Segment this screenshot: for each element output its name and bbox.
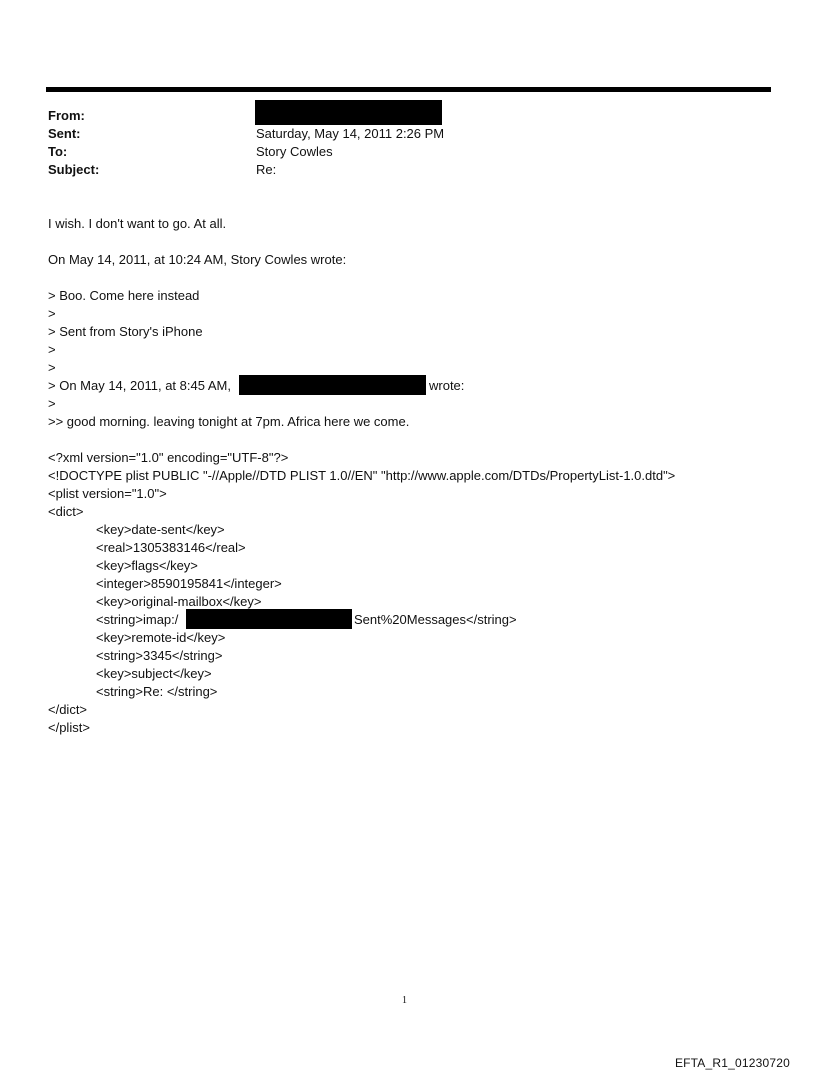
sent-label: Sent: bbox=[48, 126, 81, 141]
to-value: Story Cowles bbox=[256, 144, 333, 159]
plist-line: <dict> bbox=[48, 504, 84, 519]
quoted-line: >> good morning. leaving tonight at 7pm. Africa here we come. bbox=[48, 414, 410, 429]
quoted-line: > bbox=[48, 396, 56, 411]
plist-line: </plist> bbox=[48, 720, 90, 735]
document-id: EFTA_R1_01230720 bbox=[674, 1056, 790, 1070]
subject-label: Subject: bbox=[48, 162, 100, 177]
header-rule bbox=[46, 87, 771, 92]
plist-line: </dict> bbox=[48, 702, 88, 717]
plist-line: <string>imap:/ bbox=[96, 612, 179, 627]
quoted-line: > Boo. Come here instead bbox=[48, 288, 200, 303]
plist-line: <key>date-sent</key> bbox=[96, 522, 225, 537]
quoted-line: > On May 14, 2011, at 8:45 AM, bbox=[48, 378, 231, 393]
from-redaction bbox=[255, 100, 442, 125]
plist-line: <integer>8590195841</integer> bbox=[96, 576, 282, 591]
quote-intro-line: On May 14, 2011, at 10:24 AM, Story Cowles wrote: bbox=[48, 252, 347, 267]
mailbox-redaction bbox=[186, 609, 352, 629]
quoted-line: > bbox=[48, 306, 56, 321]
body-line: I wish. I don't want to go. At all. bbox=[48, 216, 227, 231]
to-label: To: bbox=[48, 144, 68, 159]
sender-redaction bbox=[239, 375, 426, 395]
quoted-line: > bbox=[48, 360, 56, 375]
quoted-line: > Sent from Story's iPhone bbox=[48, 324, 203, 339]
plist-line: Sent%20Messages</string> bbox=[354, 612, 517, 627]
sent-value: Saturday, May 14, 2011 2:26 PM bbox=[256, 126, 445, 141]
plist-line: <string>3345</string> bbox=[96, 648, 223, 663]
quoted-line-wrote: wrote: bbox=[429, 378, 465, 393]
subject-value: Re: bbox=[256, 162, 277, 177]
plist-line: <?xml version="1.0" encoding="UTF-8"?> bbox=[48, 450, 289, 465]
plist-line: <!DOCTYPE plist PUBLIC "-//Apple//DTD PLIST 1.0//EN" "http://www.apple.com/DTDs/PropertyList-1.0.dtd"> bbox=[48, 468, 676, 483]
plist-line: <key>flags</key> bbox=[96, 558, 198, 573]
plist-line: <key>original-mailbox</key> bbox=[96, 594, 262, 609]
plist-line: <string>Re: </string> bbox=[96, 684, 218, 699]
plist-line: <plist version="1.0"> bbox=[48, 486, 167, 501]
plist-line: <real>1305383146</real> bbox=[96, 540, 246, 555]
plist-line: <key>remote-id</key> bbox=[96, 630, 226, 645]
plist-line: <key>subject</key> bbox=[96, 666, 212, 681]
from-label: From: bbox=[48, 108, 85, 123]
quoted-line: > bbox=[48, 342, 56, 357]
page-number: 1 bbox=[402, 995, 407, 1006]
